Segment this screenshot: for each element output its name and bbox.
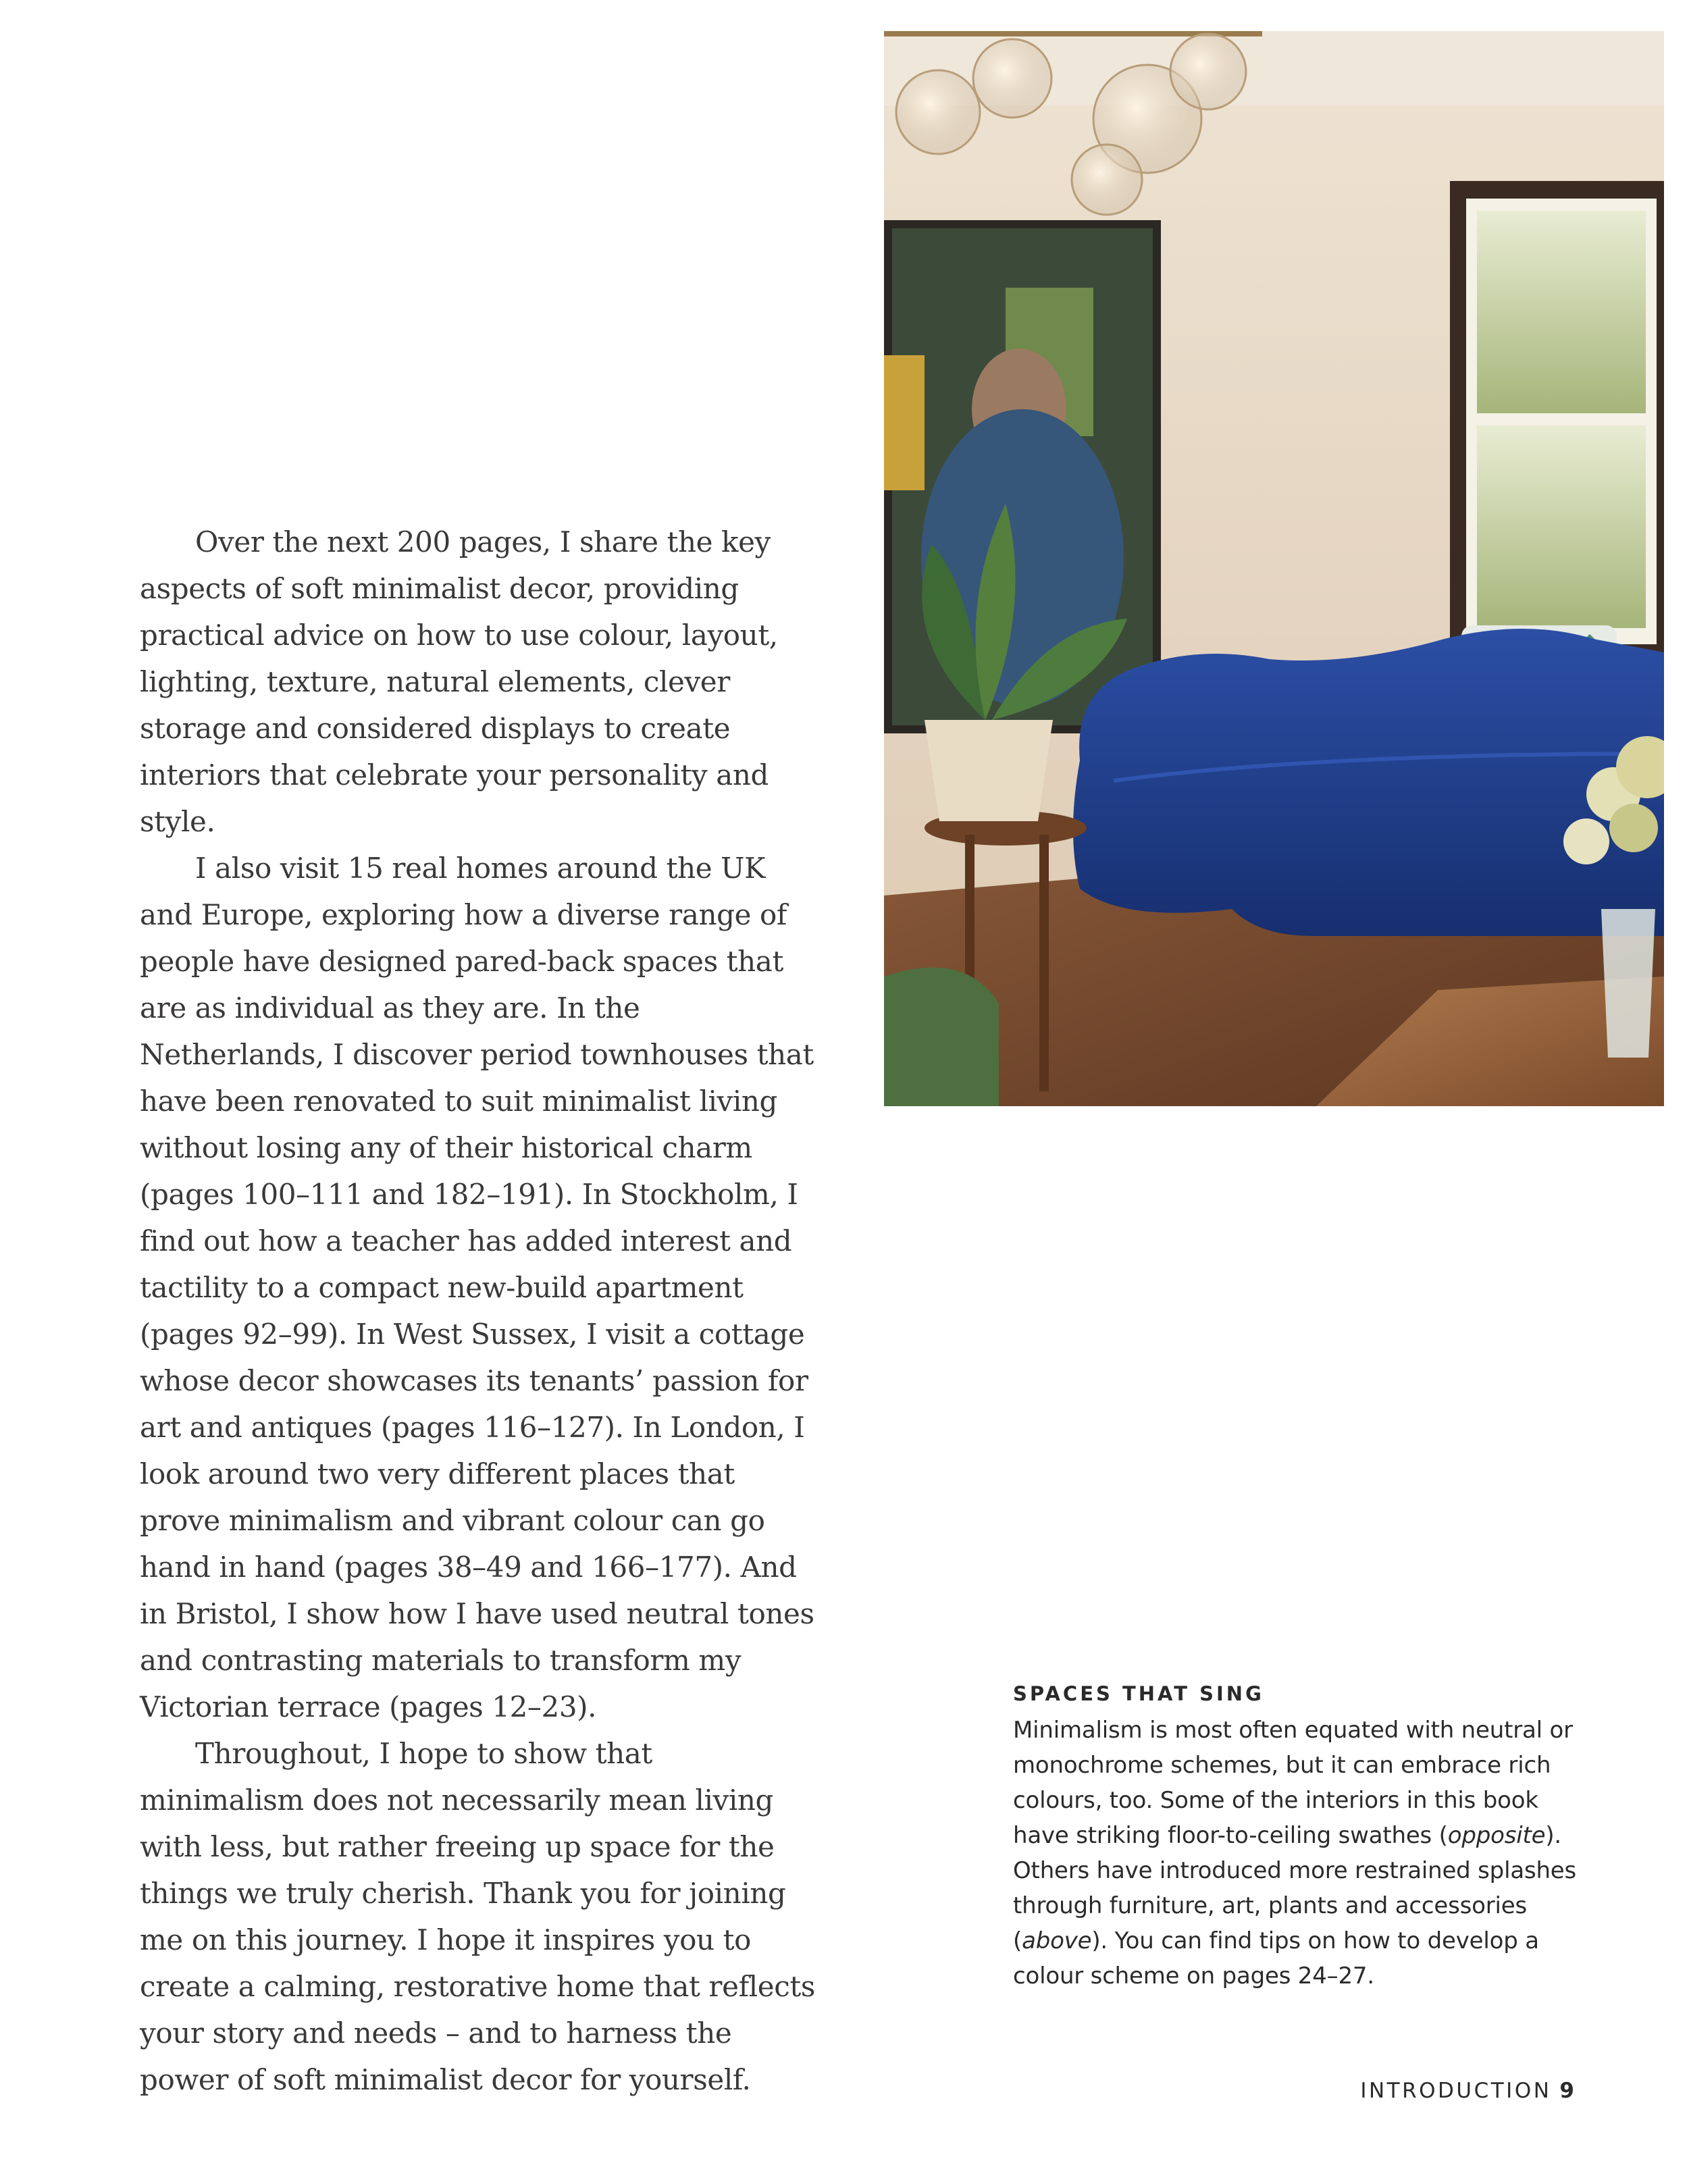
running-section-title: INTRODUCTION	[1360, 2079, 1552, 2103]
caption-emphasis-opposite: opposite	[1447, 1822, 1546, 1849]
body-paragraph-2: I also visit 15 real homes around the UK and Europe, exploring how a diverse range of people have designed pared-back spaces that are as individual as they are. In the Netherlands, I discover period townhouses that have been renovated to suit minimalist living without losing any of their historical charm (pages 100–111 and 182–191). In Stockholm, I find out how a teacher has added interest and tactility to a compact new-build apartment (pages 92–99). In West Sussex, I visit a cottage whose decor showcases its tenants’ passion for art and antiques (pages 116–127). In London, I look around two very different places that prove minimalism and vibrant colour can go hand in hand (pages 38–49 and 166–177). And in Bristol, I show how I have used neutral tones and contrasting materials to transform my Victorian terrace (pages 12–23).	[140, 852, 814, 1723]
page-number: 9	[1559, 2079, 1574, 2103]
caption-text	[1013, 1713, 1594, 1994]
photo-caption	[1013, 1680, 1594, 1994]
photo-blue-sofa	[1073, 629, 1664, 936]
caption-emphasis-above: above	[1022, 1927, 1092, 1954]
body-paragraph-3: Throughout, I hope to show that minimalism does not necessarily mean living with less, but rather freeing up space for the things we truly cherish. Thank you for joining me on this journey. I hope it inspires you to create a calming, restorative home that reflects your story and needs – and to harness the power of soft minimalist decor for yourself.	[140, 1737, 815, 2096]
caption-text-part-3: ). You can find tips on how to develop a colour scheme on pages 24–27.	[1013, 1927, 1539, 1990]
photo-green-chair	[884, 968, 999, 1106]
body-text-column	[140, 519, 822, 2103]
caption-text-part-1: Minimalism is most often equated with neutral or monochrome schemes, but it can embrace rich colours, too. Some of the interiors in this book have striking floor-to-ceiling swathes (	[1013, 1717, 1573, 1849]
body-paragraph-1: Over the next 200 pages, I share the key aspects of soft minimalist decor, providing practical advice on how to use colour, layout, lighting, texture, natural elements, clever storage and considered displays to create interiors that celebrate your personality and style.	[140, 525, 778, 838]
photo-window	[1450, 181, 1664, 654]
interior-photo	[884, 31, 1664, 1106]
caption-title: SPACES THAT SING	[1013, 1682, 1264, 1705]
page-folio	[1360, 2079, 1574, 2103]
photo-painting	[884, 220, 1161, 733]
caption-text-part-2: ). Others have introduced more restrained splashes through furniture, art, plants and accessories (	[1013, 1822, 1577, 1954]
